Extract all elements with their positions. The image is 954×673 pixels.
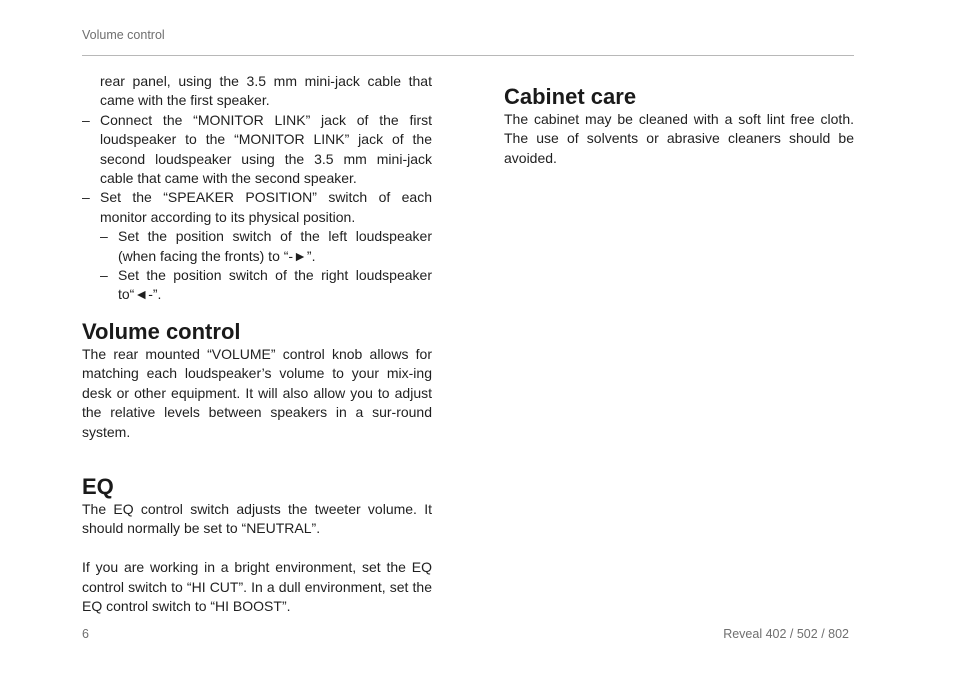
sub-list-item-text: Set the position switch of the left loudspeaker (when facing the fronts) to “-►”. [118, 228, 432, 264]
sub-list-item [82, 227, 432, 266]
list-item-text: Set the “SPEAKER POSITION” switch of each monitor according to its physical position. [100, 189, 432, 225]
list-item [82, 111, 432, 189]
page-number: 6 [82, 627, 89, 641]
eq-paragraph-1: The EQ control switch adjusts the tweeter volume. It should normally be set to “NEUTRAL”. [82, 500, 432, 537]
bullet-dash: – [82, 111, 90, 128]
product-name: Reveal 402 / 502 / 802 [723, 627, 849, 641]
header-rule [82, 55, 854, 56]
volume-control-body: The rear mounted “VOLUME” control knob allows for matching each loudspeaker’s volume to your mix-ing desk or other equipment. It will also allow you to adjust the relative levels between speakers in a sur-round system. [82, 345, 432, 440]
eq-paragraph-2: If you are working in a bright environment, set the EQ control switch to “HI CUT”. In a dull environment, set the EQ control switch to “HI BOOST”. [82, 559, 432, 614]
volume-control-heading: Volume control [82, 318, 241, 344]
bullet-dash: – [100, 228, 108, 245]
running-header: Volume control [82, 28, 165, 42]
cabinet-care-heading: Cabinet care [504, 84, 637, 109]
list-item-text: Connect the “MONITOR LINK” jack of the first loudspeaker to the “MONITOR LINK” jack of the second loudspeaker using the 3.5 mm mini-jack cable that came with the second speaker. [100, 111, 432, 187]
paragraph-gap [82, 539, 432, 558]
right-column [504, 84, 854, 168]
bullet-dash: – [100, 267, 108, 284]
sub-list-item-text: Set the position switch of the right loudspeaker to“◄-”. [118, 267, 432, 303]
eq-heading: EQ [82, 473, 114, 499]
list-item [82, 188, 432, 227]
sub-list-item [82, 266, 432, 305]
left-column [82, 72, 432, 616]
cabinet-care-body: The cabinet may be cleaned with a soft lint free cloth. The use of solvents or abrasive cleaners should be avoided. [504, 111, 854, 166]
bullet-dash: – [82, 189, 90, 206]
intro-continuation: rear panel, using the 3.5 mm mini-jack cable that came with the first speaker. [100, 73, 432, 109]
